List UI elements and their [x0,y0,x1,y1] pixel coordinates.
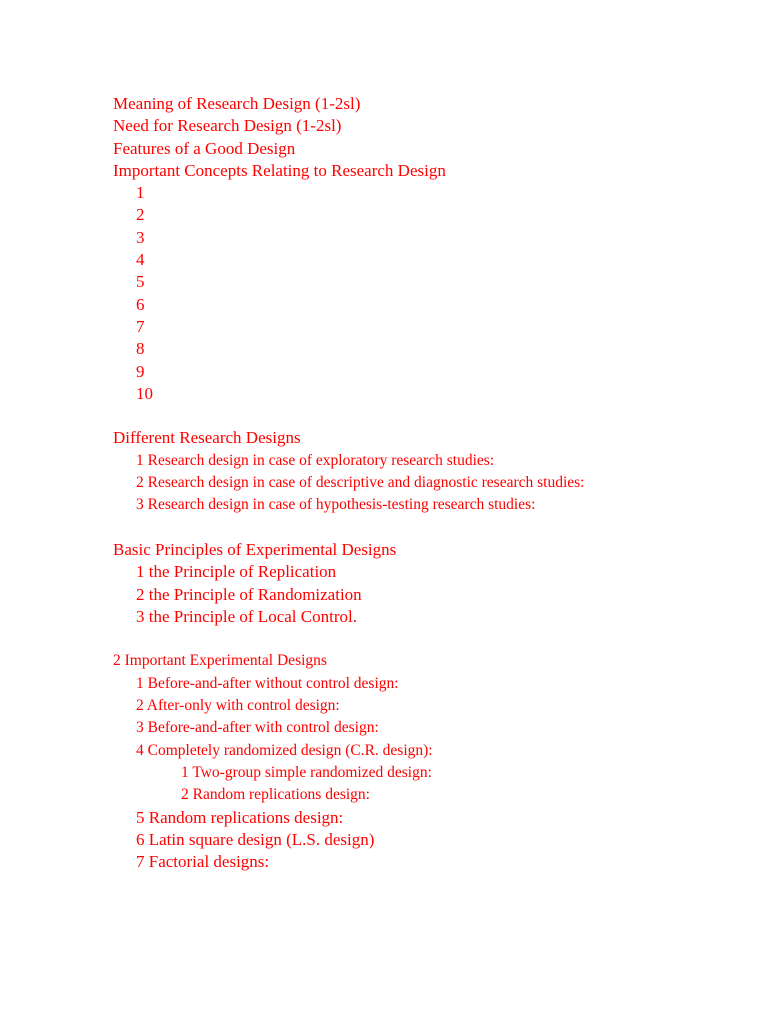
outline-heading: 2 Important Experimental Designs [113,652,327,670]
outline-heading: Need for Research Design (1-2sl) [113,116,342,136]
outline-item: 9 [136,361,145,381]
outline-item: 8 [136,339,145,359]
outline-heading: Meaning of Research Design (1-2sl) [113,94,361,113]
outline-item: 7 Factorial designs: [136,852,270,872]
outline-heading: Important Concepts Relating to Research Design [113,160,446,180]
outline-item: 3 the Principle of Local Control. [136,606,357,626]
outline-item: 10 [136,383,153,403]
outline-subitem: 1 Two-group simple randomized design: [181,763,432,781]
outline-item: 5 [136,272,145,292]
outline-item: 6 Latin square design (L.S. design) [136,829,375,849]
outline-item: 2 the Principle of Randomization [136,584,362,604]
outline-subitem: 2 Random replications design: [181,786,370,804]
outline-heading: Basic Principles of Experimental Designs [113,539,397,559]
outline-item: 4 [136,250,145,270]
outline-item: 2 [136,205,145,225]
outline-item: 3 Research design in case of hypothesis-testing research studies: [136,496,536,514]
outline-item: 7 [136,316,145,336]
outline-item: 1 Before-and-after without control design: [136,674,399,692]
outline-item: 3 Before-and-after with control design: [136,719,379,737]
outline-item: 3 [136,227,145,247]
outline-item: 6 [136,294,145,314]
outline-heading: Features of a Good Design [113,138,296,158]
outline-content [113,93,733,873]
outline-item: 5 Random replications design: [136,807,344,827]
outline-item: 2 After-only with control design: [136,697,340,715]
outline-item: 2 Research design in case of descriptive and diagnostic research studies: [136,474,585,492]
blank-line [113,628,733,650]
outline-item: 1 [136,183,145,203]
outline-item: 1 the Principle of Replication [136,562,337,582]
blank-line [113,405,733,427]
outline-heading: Different Research Designs [113,428,301,448]
outline-item: 4 Completely randomized design (C.R. design): [136,741,433,759]
outline-item: 1 Research design in case of exploratory research studies: [136,451,495,469]
blank-line [113,517,733,539]
